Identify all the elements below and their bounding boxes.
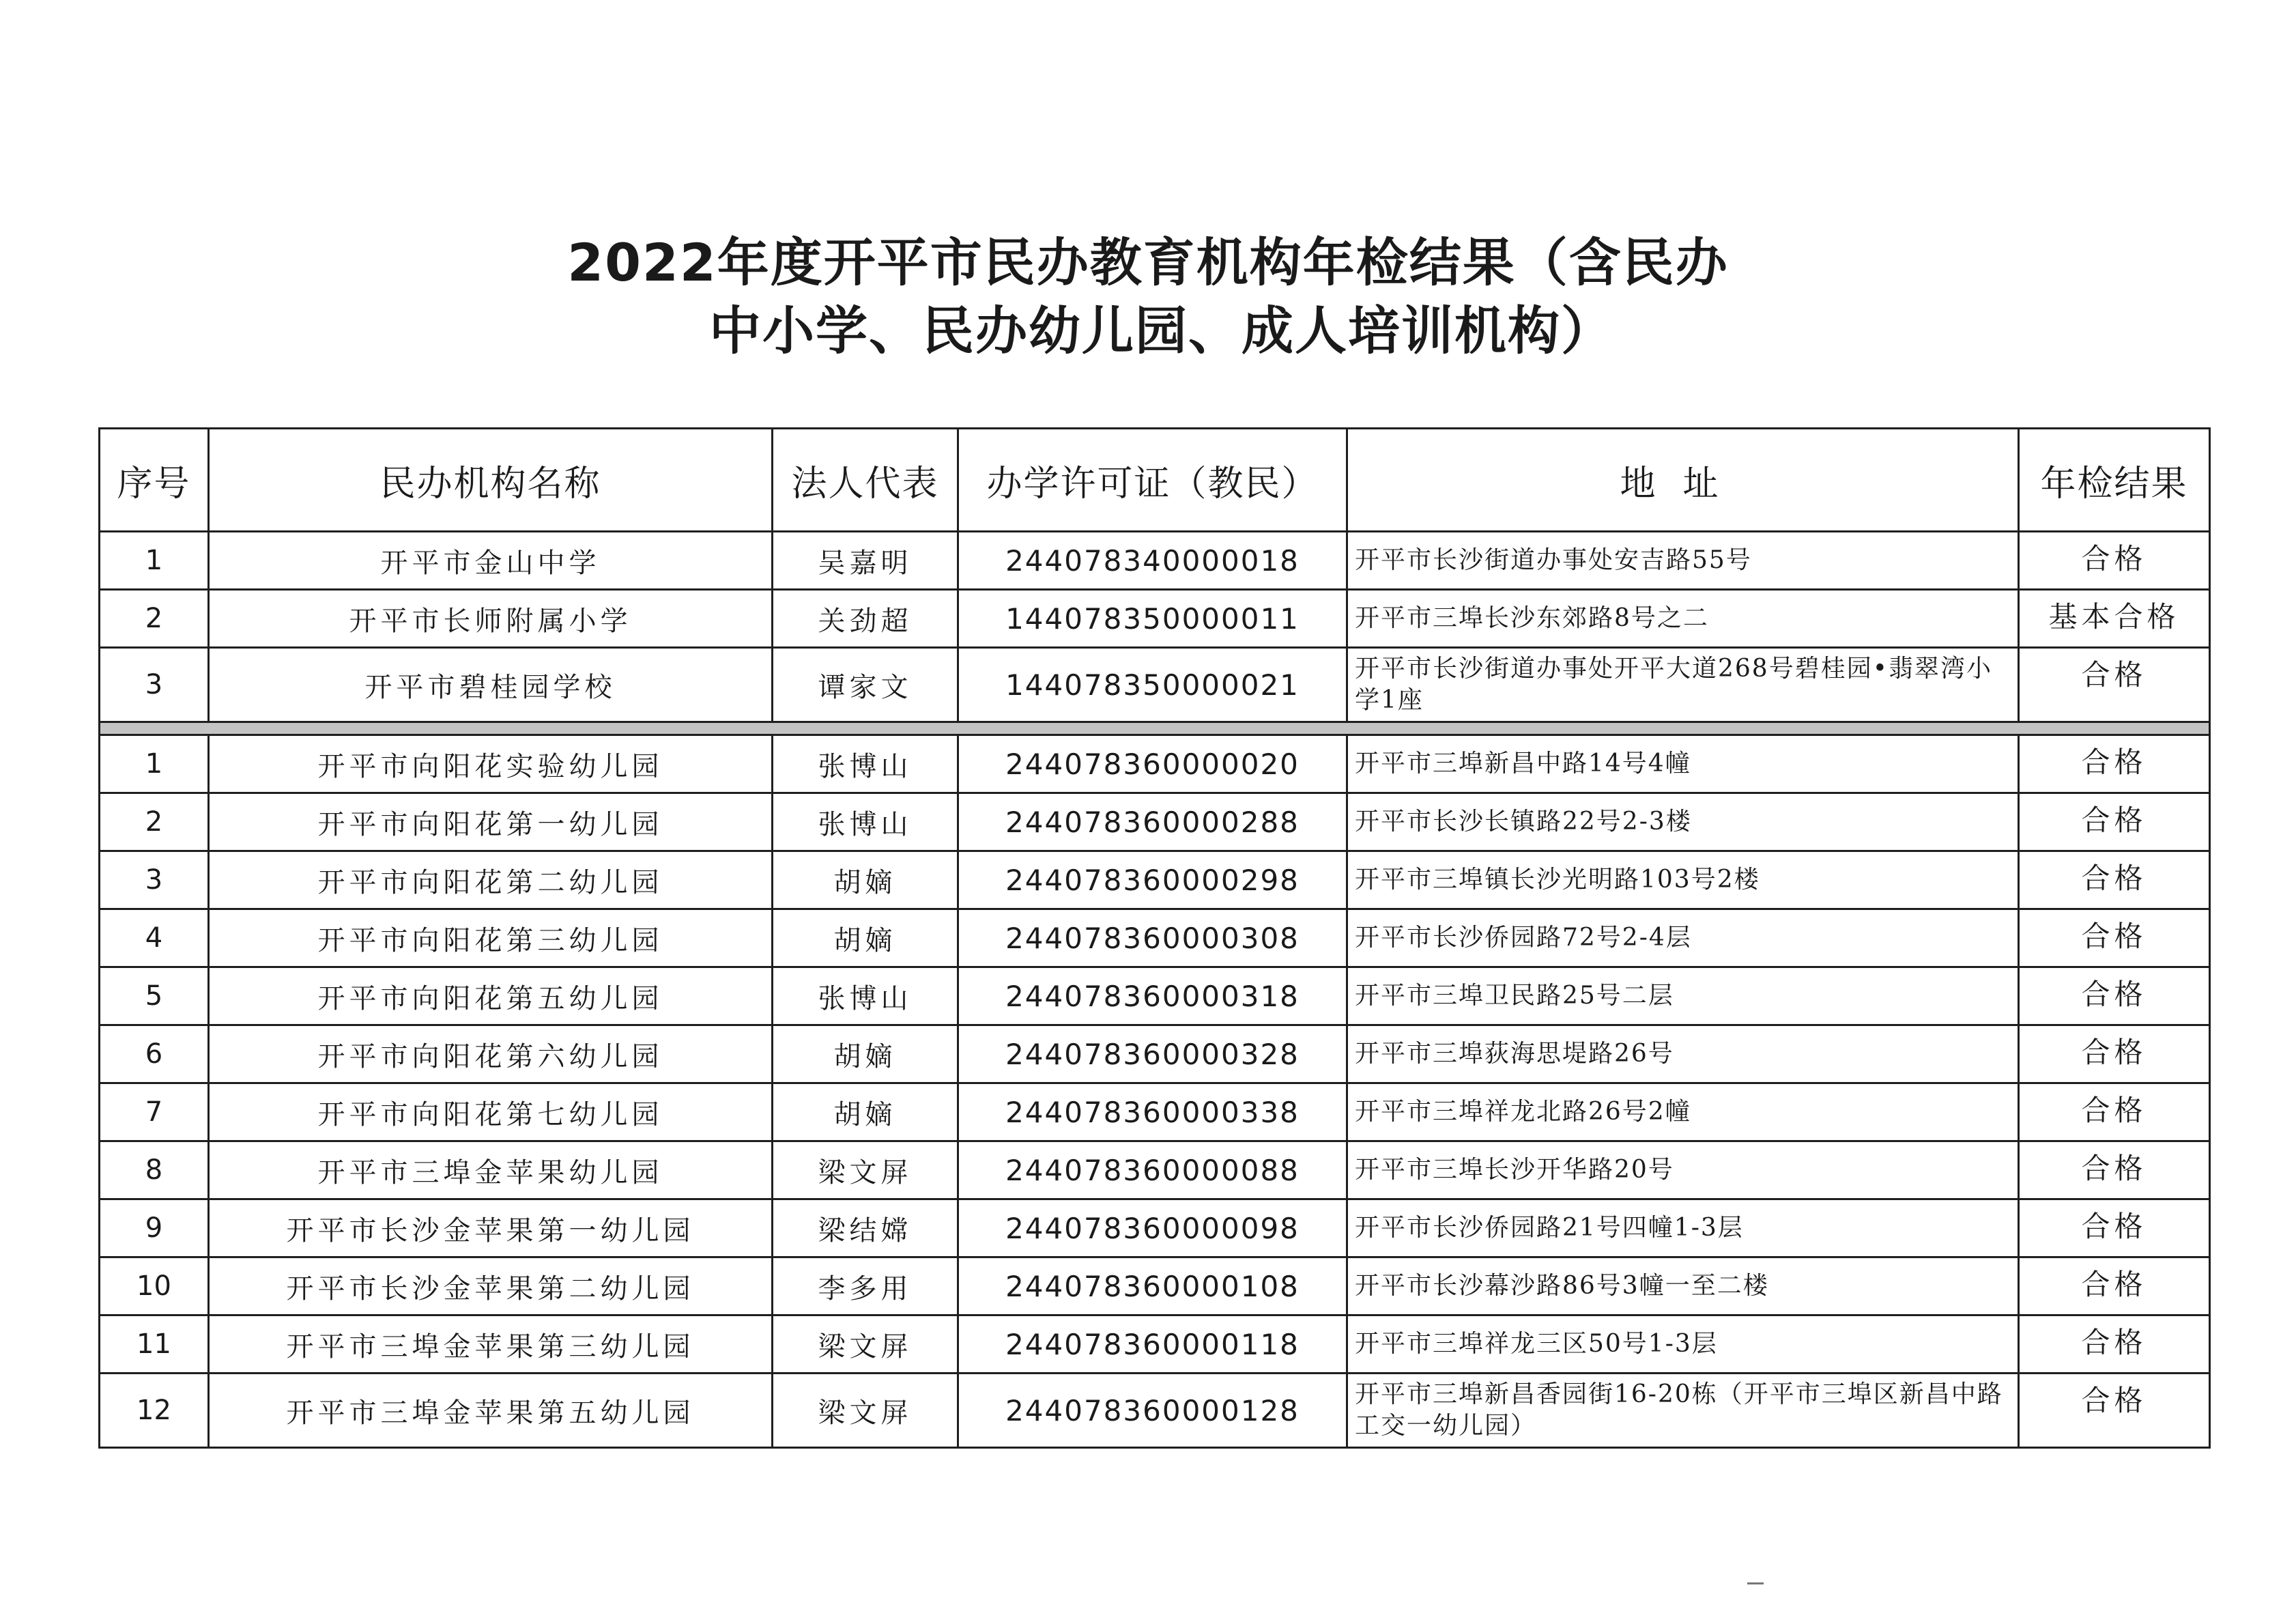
- title-line-2: 中小学、民办幼儿园、成人培训机构）: [709, 300, 1614, 361]
- cell-name: 开平市长沙金苹果第二幼儿园: [209, 1257, 773, 1315]
- cell-index: 1: [100, 735, 209, 793]
- table-row: [100, 793, 2210, 851]
- cell-result: 基本合格: [2019, 590, 2210, 648]
- cell-license: 244078360000288: [958, 793, 1347, 851]
- cell-index: 4: [100, 909, 209, 967]
- cell-legal-rep: 胡嫡: [773, 1083, 958, 1141]
- cell-index: 3: [100, 851, 209, 909]
- cell-index: 2: [100, 590, 209, 648]
- table-row: [100, 735, 2210, 793]
- cell-name: 开平市向阳花实验幼儿园: [209, 735, 773, 793]
- cell-license: 244078360000308: [958, 909, 1347, 967]
- cell-name: 开平市三埠金苹果第三幼儿园: [209, 1315, 773, 1374]
- table-row: [100, 1083, 2210, 1141]
- cell-result: 合格: [2019, 1141, 2210, 1199]
- cell-license: 244078360000108: [958, 1257, 1347, 1315]
- cell-legal-rep: 梁文屏: [773, 1315, 958, 1374]
- cell-legal-rep: 梁结嫦: [773, 1199, 958, 1257]
- cell-result: 合格: [2019, 1315, 2210, 1374]
- header-index: 序号: [100, 429, 209, 532]
- cell-legal-rep: 张博山: [773, 793, 958, 851]
- cell-result: 合格: [2019, 1374, 2210, 1448]
- cell-address: 开平市三埠卫民路25号二层: [1347, 967, 2019, 1025]
- cell-result: 合格: [2019, 735, 2210, 793]
- cell-legal-rep: 胡嫡: [773, 1025, 958, 1083]
- cell-name: 开平市三埠金苹果第五幼儿园: [209, 1374, 773, 1448]
- cell-legal-rep: 吴嘉明: [773, 532, 958, 590]
- cell-name: 开平市向阳花第二幼儿园: [209, 851, 773, 909]
- cell-license: 244078360000338: [958, 1083, 1347, 1141]
- cell-license: 244078360000118: [958, 1315, 1347, 1374]
- cell-result: 合格: [2019, 532, 2210, 590]
- cell-license: 244078360000020: [958, 735, 1347, 793]
- table-row: [100, 1257, 2210, 1315]
- cell-address: 开平市三埠长沙开华路20号: [1347, 1141, 2019, 1199]
- cell-legal-rep: 张博山: [773, 967, 958, 1025]
- cell-legal-rep: 胡嫡: [773, 851, 958, 909]
- cell-address: 开平市三埠长沙东郊路8号之二: [1347, 590, 2019, 648]
- cell-result: 合格: [2019, 648, 2210, 722]
- cell-index: 1: [100, 532, 209, 590]
- table-row: [100, 590, 2210, 648]
- table-row: [100, 851, 2210, 909]
- cell-address: 开平市长沙街道办事处安吉路55号: [1347, 532, 2019, 590]
- cell-address: 开平市长沙幕沙路86号3幢一至二楼: [1347, 1257, 2019, 1315]
- table-row: [100, 1199, 2210, 1257]
- cell-index: 12: [100, 1374, 209, 1448]
- header-license: 办学许可证（教民）: [958, 429, 1347, 532]
- table-header-row: [100, 429, 2210, 532]
- cell-result: 合格: [2019, 793, 2210, 851]
- header-legal-rep: 法人代表: [773, 429, 958, 532]
- cell-legal-rep: 谭家文: [773, 648, 958, 722]
- cell-address: 开平市三埠新昌香园街16-20栋（开平市三埠区新昌中路工交一幼儿园）: [1347, 1374, 2019, 1448]
- cell-result: 合格: [2019, 851, 2210, 909]
- cell-license: 244078340000018: [958, 532, 1347, 590]
- cell-license: 244078360000128: [958, 1374, 1347, 1448]
- cell-address: 开平市长沙街道办事处开平大道268号碧桂园•翡翠湾小学1座: [1347, 648, 2019, 722]
- cell-name: 开平市长沙金苹果第一幼儿园: [209, 1199, 773, 1257]
- table-row: [100, 1025, 2210, 1083]
- cell-index: 10: [100, 1257, 209, 1315]
- cell-name: 开平市碧桂园学校: [209, 648, 773, 722]
- cell-name: 开平市向阳花第七幼儿园: [209, 1083, 773, 1141]
- cell-index: 8: [100, 1141, 209, 1199]
- header-name: 民办机构名称: [209, 429, 773, 532]
- cell-result: 合格: [2019, 1083, 2210, 1141]
- cell-index: 11: [100, 1315, 209, 1374]
- table-row: [100, 967, 2210, 1025]
- cell-result: 合格: [2019, 1257, 2210, 1315]
- table-row: [100, 532, 2210, 590]
- cell-legal-rep: 关劲超: [773, 590, 958, 648]
- cell-legal-rep: 胡嫡: [773, 909, 958, 967]
- cell-name: 开平市长师附属小学: [209, 590, 773, 648]
- cell-address: 开平市长沙侨园路72号2-4层: [1347, 909, 2019, 967]
- cell-name: 开平市金山中学: [209, 532, 773, 590]
- cell-legal-rep: 梁文屏: [773, 1374, 958, 1448]
- cell-result: 合格: [2019, 1199, 2210, 1257]
- page-mark: [1747, 1582, 1764, 1584]
- cell-license: 144078350000011: [958, 590, 1347, 648]
- cell-license: 244078360000328: [958, 1025, 1347, 1083]
- cell-address: 开平市长沙侨园路21号四幢1-3层: [1347, 1199, 2019, 1257]
- cell-address: 开平市三埠镇长沙光明路103号2楼: [1347, 851, 2019, 909]
- header-address: 地址: [1347, 429, 2019, 532]
- cell-legal-rep: 李多用: [773, 1257, 958, 1315]
- table-row: [100, 1315, 2210, 1374]
- cell-index: 2: [100, 793, 209, 851]
- cell-name: 开平市向阳花第三幼儿园: [209, 909, 773, 967]
- title-line-1: 2022年度开平市民办教育机构年检结果（含民办: [567, 232, 1729, 293]
- cell-index: 3: [100, 648, 209, 722]
- cell-license: 244078360000088: [958, 1141, 1347, 1199]
- cell-name: 开平市三埠金苹果幼儿园: [209, 1141, 773, 1199]
- cell-license: 144078350000021: [958, 648, 1347, 722]
- cell-address: 开平市三埠荻海思堤路26号: [1347, 1025, 2019, 1083]
- document-title: [0, 229, 2296, 365]
- table-row: [100, 648, 2210, 722]
- separator-band: [100, 722, 2210, 735]
- cell-index: 5: [100, 967, 209, 1025]
- section-separator: [100, 722, 2210, 735]
- cell-result: 合格: [2019, 909, 2210, 967]
- header-result: 年检结果: [2019, 429, 2210, 532]
- cell-name: 开平市向阳花第五幼儿园: [209, 967, 773, 1025]
- cell-legal-rep: 张博山: [773, 735, 958, 793]
- cell-index: 6: [100, 1025, 209, 1083]
- table-row: [100, 909, 2210, 967]
- cell-address: 开平市长沙长镇路22号2-3楼: [1347, 793, 2019, 851]
- cell-result: 合格: [2019, 1025, 2210, 1083]
- cell-legal-rep: 梁文屏: [773, 1141, 958, 1199]
- cell-license: 244078360000098: [958, 1199, 1347, 1257]
- cell-license: 244078360000318: [958, 967, 1347, 1025]
- cell-name: 开平市向阳花第一幼儿园: [209, 793, 773, 851]
- cell-address: 开平市三埠祥龙北路26号2幢: [1347, 1083, 2019, 1141]
- inspection-results-table: [98, 427, 2211, 1449]
- cell-address: 开平市三埠祥龙三区50号1-3层: [1347, 1315, 2019, 1374]
- cell-address: 开平市三埠新昌中路14号4幢: [1347, 735, 2019, 793]
- table-row: [100, 1374, 2210, 1448]
- cell-index: 9: [100, 1199, 209, 1257]
- cell-license: 244078360000298: [958, 851, 1347, 909]
- cell-index: 7: [100, 1083, 209, 1141]
- table-row: [100, 1141, 2210, 1199]
- cell-name: 开平市向阳花第六幼儿园: [209, 1025, 773, 1083]
- cell-result: 合格: [2019, 967, 2210, 1025]
